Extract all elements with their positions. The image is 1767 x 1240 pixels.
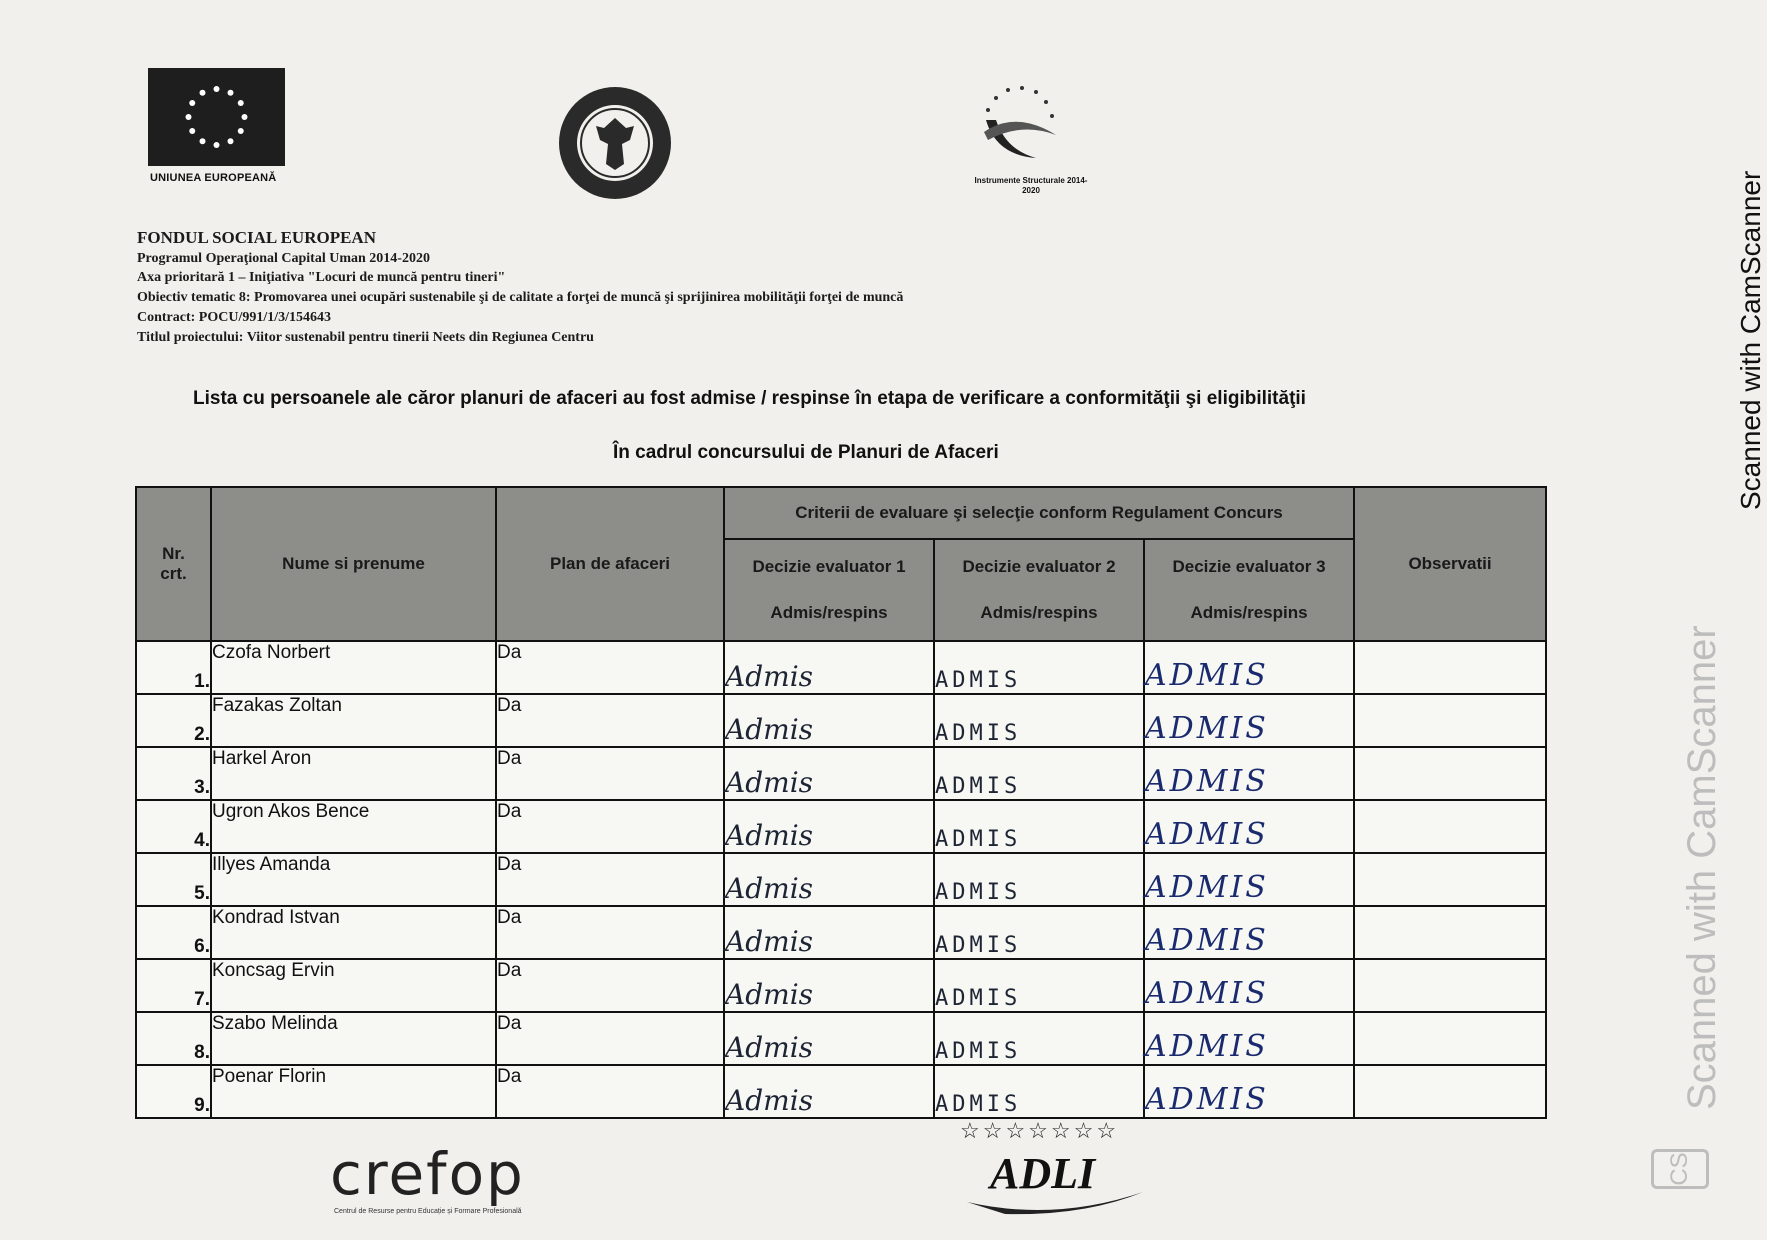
instrumente-structurale-label: Instrumente Structurale 2014-2020: [974, 176, 1088, 195]
table-row: [136, 694, 1546, 747]
row-evaluator-3: ADMIS: [1144, 1065, 1354, 1118]
row-plan: Da: [496, 959, 724, 1012]
eu-star-icon: [189, 128, 195, 134]
row-name: Illyes Amanda: [211, 853, 496, 906]
evaluator-3-sub: Admis/respins: [1190, 603, 1308, 622]
table-row: [136, 1065, 1546, 1118]
row-observatii: [1354, 853, 1546, 906]
row-observatii: [1354, 1012, 1546, 1065]
row-plan: Da: [496, 694, 724, 747]
document-title: Lista cu persoanele ale căror planuri de afaceri au fost admise / respinse în etapa de verificare a conformităţii şi eligibilităţii: [193, 388, 1306, 409]
row-observatii: [1354, 800, 1546, 853]
row-number: 8.: [136, 1012, 211, 1065]
row-number: 9.: [136, 1065, 211, 1118]
row-name: Ugron Akos Bence: [211, 800, 496, 853]
camscanner-watermark-faded: Scanned with CamScanner: [1680, 625, 1724, 1110]
header-criteria: Criterii de evaluare şi selecţie conform Regulament Concurs: [724, 487, 1354, 539]
row-observatii: [1354, 906, 1546, 959]
row-evaluator-1: Admis: [724, 1012, 934, 1065]
table-row: [136, 959, 1546, 1012]
row-observatii: [1354, 1065, 1546, 1118]
row-name: Harkel Aron: [211, 747, 496, 800]
row-evaluator-2: ADMIS: [934, 853, 1144, 906]
row-name: Koncsag Ervin: [211, 959, 496, 1012]
row-evaluator-2: ADMIS: [934, 641, 1144, 694]
row-number: 4.: [136, 800, 211, 853]
adli-stars-icon: ☆☆☆☆☆☆☆: [960, 1118, 1120, 1143]
row-number: 5.: [136, 853, 211, 906]
eu-star-icon: [238, 100, 244, 106]
table-row: [136, 800, 1546, 853]
row-observatii: [1354, 641, 1546, 694]
table-row: [136, 1012, 1546, 1065]
row-observatii: [1354, 694, 1546, 747]
header-name: Nume si prenume: [211, 487, 496, 641]
row-name: Poenar Florin: [211, 1065, 496, 1118]
eu-label: UNIUNEA EUROPEANĂ: [150, 172, 277, 184]
obiectiv-line: Obiectiv tematic 8: Promovarea unei ocupări sustenabile şi de calitate a forţei de muncă şi sprijinirea mobilităţii forţei de muncă: [137, 290, 904, 305]
eu-star-icon: [214, 142, 220, 148]
header-nr-crt: Nr. crt.: [136, 487, 211, 641]
evaluator-2-sub: Admis/respins: [980, 603, 1098, 622]
row-plan: Da: [496, 800, 724, 853]
eu-star-icon: [200, 90, 206, 96]
header-evaluator-1: [724, 539, 934, 641]
table-row: [136, 906, 1546, 959]
row-plan: Da: [496, 1012, 724, 1065]
row-name: Fazakas Zoltan: [211, 694, 496, 747]
axa-line: Axa prioritară 1 – Iniţiativa "Locuri de muncă pentru tineri": [137, 270, 506, 285]
eu-star-icon: [228, 90, 234, 96]
table-row: [136, 747, 1546, 800]
evaluator-1-label: Decizie evaluator 1: [752, 557, 906, 576]
row-evaluator-3: ADMIS: [1144, 1012, 1354, 1065]
row-plan: Da: [496, 1065, 724, 1118]
row-name: Czofa Norbert: [211, 641, 496, 694]
row-evaluator-1: Admis: [724, 959, 934, 1012]
row-number: 1.: [136, 641, 211, 694]
project-title-line: Titlul proiectului: Viitor sustenabil pentru tinerii Neets din Regiunea Centru: [137, 330, 594, 345]
row-evaluator-1: Admis: [724, 747, 934, 800]
fund-name: FONDUL SOCIAL EUROPEAN: [137, 228, 376, 247]
row-plan: Da: [496, 906, 724, 959]
row-evaluator-3: ADMIS: [1144, 694, 1354, 747]
row-evaluator-2: ADMIS: [934, 959, 1144, 1012]
row-number: 2.: [136, 694, 211, 747]
row-number: 7.: [136, 959, 211, 1012]
camscanner-icon: CS: [1651, 1149, 1709, 1189]
row-name: Szabo Melinda: [211, 1012, 496, 1065]
eu-star-icon: [200, 138, 206, 144]
table-row: [136, 641, 1546, 694]
row-evaluator-1: Admis: [724, 853, 934, 906]
document-subtitle: În cadrul concursului de Planuri de Afaceri: [613, 442, 999, 463]
header-observatii: Observatii: [1354, 487, 1546, 641]
eu-flag-logo: [148, 68, 285, 166]
results-table: [135, 486, 1547, 1119]
camscanner-watermark: Scanned with CamScanner: [1735, 170, 1766, 510]
eu-star-icon: [228, 138, 234, 144]
contract-line: Contract: POCU/991/1/3/154643: [137, 310, 332, 325]
row-evaluator-2: ADMIS: [934, 694, 1144, 747]
header-evaluator-3: [1144, 539, 1354, 641]
header-plan: Plan de afaceri: [496, 487, 724, 641]
crefop-logo: crefop: [330, 1140, 525, 1208]
row-evaluator-2: ADMIS: [934, 1065, 1144, 1118]
row-name: Kondrad Istvan: [211, 906, 496, 959]
instrumente-structurale-logo: [966, 80, 1076, 170]
evaluator-1-sub: Admis/respins: [770, 603, 888, 622]
row-evaluator-1: Admis: [724, 906, 934, 959]
row-evaluator-1: Admis: [724, 800, 934, 853]
eu-star-icon: [238, 128, 244, 134]
adli-logo: ADLI: [990, 1149, 1096, 1198]
evaluator-2-label: Decizie evaluator 2: [962, 557, 1116, 576]
row-evaluator-3: ADMIS: [1144, 747, 1354, 800]
table-row: [136, 853, 1546, 906]
eu-star-icon: [189, 100, 195, 106]
adli-swoosh-icon: [965, 1190, 1145, 1220]
row-number: 6.: [136, 906, 211, 959]
row-evaluator-2: ADMIS: [934, 800, 1144, 853]
row-evaluator-3: ADMIS: [1144, 853, 1354, 906]
row-evaluator-3: ADMIS: [1144, 906, 1354, 959]
guvernul-romaniei-seal-icon: [556, 84, 674, 202]
program-line: Programul Operaţional Capital Uman 2014-2020: [137, 251, 430, 266]
row-number: 3.: [136, 747, 211, 800]
eu-star-icon: [242, 114, 248, 120]
row-evaluator-1: Admis: [724, 694, 934, 747]
row-evaluator-3: ADMIS: [1144, 959, 1354, 1012]
row-evaluator-3: ADMIS: [1144, 800, 1354, 853]
row-evaluator-2: ADMIS: [934, 906, 1144, 959]
row-evaluator-2: ADMIS: [934, 1012, 1144, 1065]
eu-star-icon: [186, 114, 192, 120]
row-observatii: [1354, 747, 1546, 800]
row-evaluator-1: Admis: [724, 1065, 934, 1118]
row-evaluator-3: ADMIS: [1144, 641, 1354, 694]
row-plan: Da: [496, 747, 724, 800]
row-plan: Da: [496, 853, 724, 906]
crefop-tagline: Centrul de Resurse pentru Educație și Formare Profesională: [334, 1208, 522, 1215]
row-observatii: [1354, 959, 1546, 1012]
header-evaluator-2: [934, 539, 1144, 641]
evaluator-3-label: Decizie evaluator 3: [1172, 557, 1326, 576]
row-evaluator-1: Admis: [724, 641, 934, 694]
eu-star-icon: [214, 86, 220, 92]
row-plan: Da: [496, 641, 724, 694]
row-evaluator-2: ADMIS: [934, 747, 1144, 800]
